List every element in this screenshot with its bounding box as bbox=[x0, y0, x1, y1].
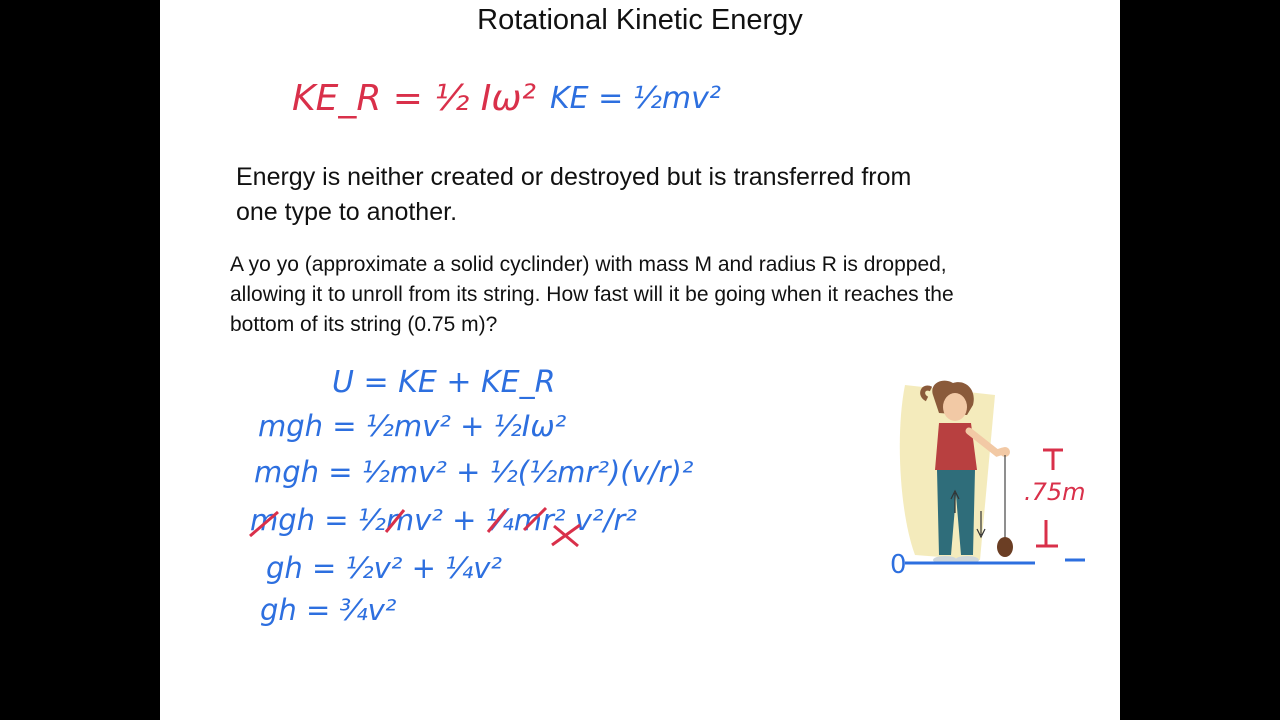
energy-paragraph-line-1: Energy is neither created or destroyed but is transferred from bbox=[236, 163, 912, 191]
step-simplify: mgh = ½mv² + ¼mr² v²/r² bbox=[250, 503, 637, 537]
step-substitute-ke: mgh = ½mv² + ½Iω² bbox=[258, 409, 567, 443]
problem-line-3: bottom of its string (0.75 m)? bbox=[230, 313, 498, 336]
slide-title: Rotational Kinetic Energy bbox=[477, 4, 803, 36]
height-label: .75m bbox=[1024, 478, 1086, 506]
step-substitute-inertia: mgh = ½mv² + ½(½mr²)(v/r)² bbox=[254, 455, 694, 489]
handwritten-annotations bbox=[160, 0, 1120, 720]
energy-paragraph-line-2: one type to another. bbox=[236, 198, 458, 226]
problem-line-1: A yo yo (approximate a solid cyclinder) with mass M and radius R is dropped, bbox=[230, 253, 947, 276]
slide bbox=[160, 0, 1120, 720]
derivation bbox=[250, 365, 694, 627]
zero-height-label: 0 bbox=[890, 550, 907, 580]
ke-translational-formula: KE = ½mv² bbox=[550, 81, 721, 116]
step-energy-sum: U = KE + KE_R bbox=[332, 365, 556, 400]
step-cancel-mass: gh = ½v² + ¼v² bbox=[266, 551, 503, 585]
ke-rotational-formula: KE_R = ½ Iω² bbox=[292, 78, 536, 119]
girl-yoyo-illustration bbox=[885, 375, 1120, 590]
step-result: gh = ¾v² bbox=[260, 593, 397, 627]
problem-line-2: allowing it to unroll from its string. How fast will it be going when it reaches the bbox=[230, 283, 954, 306]
